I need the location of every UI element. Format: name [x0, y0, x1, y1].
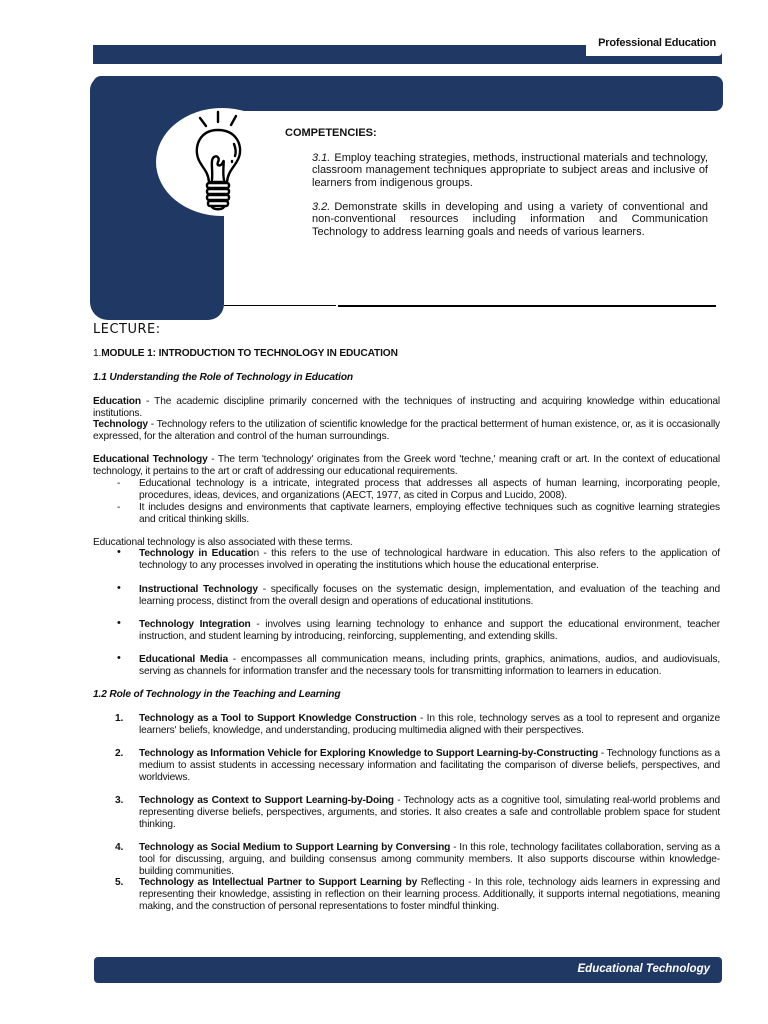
list-item	[117, 502, 720, 526]
item-number: 4.	[115, 842, 124, 853]
section-title: 1.2 Role of Technology in the Teaching and Learning	[93, 689, 341, 700]
definition: - Technology refers to the utilization of scientific knowledge for the practical betterment of human existence, or, as it is occasionally expressed, for the alteration and control of the human surroundings.	[93, 419, 720, 442]
list-item	[117, 654, 720, 678]
module-title	[93, 348, 720, 360]
term: Technology	[93, 419, 148, 430]
list-item	[115, 842, 720, 878]
list-item	[115, 713, 720, 737]
list-item	[117, 478, 720, 502]
list-item	[117, 548, 720, 572]
term: Technology as Context to Support Learning-by-Doing	[139, 795, 394, 806]
associated-terms-intro: Educational technology is also associated with these terms.	[93, 537, 353, 548]
footer-label: Educational Technology	[577, 963, 710, 975]
term: Technology Integration	[139, 619, 251, 630]
definition: - In this role, technology serves as a tool to represent and organize learners' beliefs, knowledge, and understanding, producing multimedia aligned with their perspectives.	[139, 713, 720, 736]
term: Educational Media	[139, 654, 228, 665]
competency-text: Employ teaching strategies, methods, instructional materials and technology, classroom management techniques appropriate to subject areas and inclusive of learners from indigenous groups.	[312, 152, 708, 189]
definition: - encompasses all communication means, including prints, graphics, animations, audios, and audiovisuals, serving as channels for information transfer and the necessary tools for transmitting information to learners in education.	[139, 654, 720, 677]
divider-rule	[338, 305, 716, 307]
module-title-text: MODULE 1: INTRODUCTION TO TECHNOLOGY IN EDUCATION	[101, 348, 398, 359]
bullet-marker: •	[117, 546, 121, 558]
bullet-marker: •	[117, 652, 121, 664]
definition-educational-technology	[93, 454, 720, 478]
module-number: 1.	[93, 348, 102, 359]
term: Technology as Information Vehicle for Exploring Knowledge to Support Learning-by-Constructing	[139, 748, 599, 759]
definition: - The term 'technology' originates from the Greek word 'techne,' meaning craft or art. In the context of educational technology, it pertains to the art or craft of addressing our educational requirements.	[93, 454, 720, 477]
dash-marker: -	[117, 502, 121, 513]
competency-item	[312, 201, 708, 238]
item-number: 5.	[115, 877, 124, 888]
competency-text: Demonstrate skills in developing and using a variety of conventional and non-conventional resources including information and Communication Technology to address learning goals and needs of various learners.	[312, 201, 708, 238]
competency-number: 3.2.	[312, 201, 331, 213]
term: Educational Technology	[93, 454, 208, 465]
definition: - Technology functions as a medium to assist students in accessing necessary information and facilitating the comparison of diverse beliefs, perspectives, and worldviews.	[139, 748, 720, 783]
item-number: 3.	[115, 795, 124, 806]
competency-item	[312, 152, 708, 189]
bullet-marker: •	[117, 617, 121, 629]
bullet-marker: •	[117, 582, 121, 594]
definition: - The academic discipline primarily concerned with the techniques of instructing and acquiring knowledge within educational institutions.	[93, 396, 720, 419]
term: Instructional Technology	[139, 584, 258, 595]
dash-marker: -	[117, 478, 121, 489]
list-item	[115, 877, 720, 913]
section-title: 1.1 Understanding the Role of Technology in Education	[93, 372, 353, 383]
term: Technology as a Tool to Support Knowledge Construction	[139, 713, 417, 724]
definition: Reflecting - In this role, technology aids learners in expressing and representing their knowledge, assisting in reflection on their learning process. Additionally, it supports internal negotiations, meaning making, and the construction of personal representations to foster mindful thinking.	[139, 877, 720, 912]
list-item	[115, 748, 720, 784]
definition: - Technology acts as a cognitive tool, simulating real-world problems and representing diverse beliefs, perspectives, arguments, and stories. It also creates a safe and controllable problem space for student thinking.	[139, 795, 720, 830]
list-item	[117, 619, 720, 643]
competencies-title: COMPETENCIES:	[285, 127, 377, 139]
definition-technology	[93, 419, 720, 443]
definition: n - this refers to the use of technological hardware in education. This also refers to the application of technology to any processes involved in operating the institutions which house the educational enterprise.	[139, 548, 720, 571]
item-number: 2.	[115, 748, 124, 759]
lecture-heading: LECTURE:	[93, 322, 161, 337]
definition: - In this role, technology facilitates collaboration, serving as a tool for discussing, arguing, and building consensus among community members. It also supports discourse within knowledge-building communities.	[139, 842, 721, 877]
term: Technology as Social Medium to Support Learning by Conversing	[139, 842, 451, 853]
item-number: 1.	[115, 713, 124, 724]
definition: - specifically focuses on the systematic design, implementation, and evaluation of the teaching and learning process, distinct from the overall design and operations of educational institutions.	[139, 584, 720, 607]
term: Technology in Educatio	[139, 548, 254, 559]
term: Education	[93, 396, 141, 407]
list-item-text: Educational technology is a intricate, integrated process that addresses all aspects of human learning, incorporating people, procedures, ideas, devices, and organizations (AECT, 1977, as cited in Corpus and Lucido, 2008).	[139, 478, 720, 501]
competency-number: 3.1.	[312, 152, 331, 164]
term: Technology as Intellectual Partner to Support Learning by	[139, 877, 418, 888]
divider-rule	[224, 305, 336, 306]
definition: - involves using learning technology to enhance and support the educational environment, teacher instruction, and student learning by introducing, reinforcing, supplementing, and extending skills.	[139, 619, 721, 642]
header-label: Professional Education	[598, 37, 716, 49]
lightbulb-icon	[186, 110, 258, 214]
list-item	[117, 584, 720, 608]
definition-education	[93, 396, 720, 420]
list-item-text: It includes designs and environments that captivate learners, employing effective techniques such as cognitive learning strategies and critical thinking skills.	[139, 502, 720, 525]
list-item	[115, 795, 720, 831]
